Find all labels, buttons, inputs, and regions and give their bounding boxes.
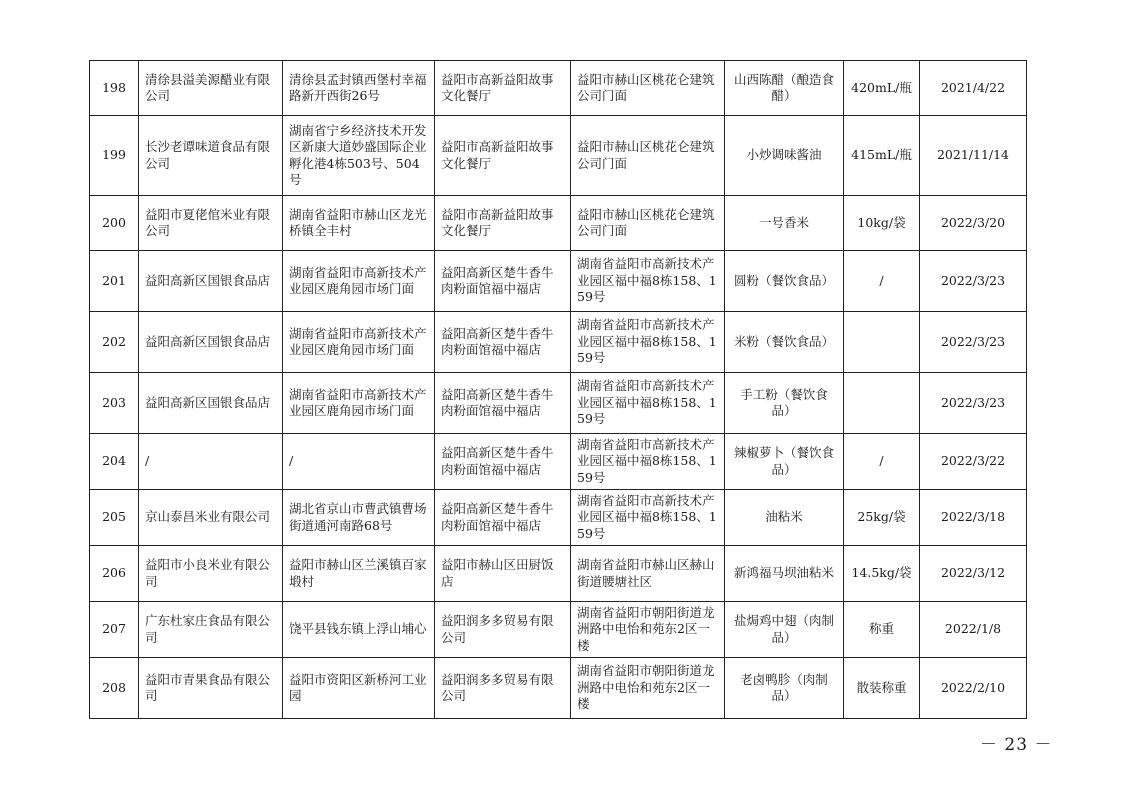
cell-seller-address: 湖南省益阳市高新技术产业园区福中福8栋158、159号 [571, 490, 725, 546]
cell-production-date: 2021/4/22 [920, 61, 1027, 116]
cell-product-name: 辣椒萝卜（餐饮食品） [725, 434, 844, 490]
cell-specification: 25kg/袋 [844, 490, 920, 546]
cell-seller-name: 益阳市高新益阳故事文化餐厅 [435, 61, 571, 116]
cell-sequence-number: 206 [90, 546, 139, 602]
cell-producer-address: 饶平县钱东镇上浮山埔心 [283, 602, 435, 658]
cell-producer-name: 益阳高新区国银食品店 [139, 373, 283, 434]
cell-production-date: 2022/2/10 [920, 658, 1027, 719]
cell-production-date: 2022/1/8 [920, 602, 1027, 658]
table-row [90, 434, 1027, 490]
cell-producer-address: 清徐县孟封镇西堡村幸福路新开西街26号 [283, 61, 435, 116]
cell-specification [844, 312, 920, 373]
cell-product-name: 米粉（餐饮食品） [725, 312, 844, 373]
cell-specification: 14.5kg/袋 [844, 546, 920, 602]
cell-seller-address: 湖南省益阳市朝阳街道龙洲路中电怡和苑东2区一楼 [571, 658, 725, 719]
cell-seller-name: 益阳润多多贸易有限公司 [435, 602, 571, 658]
cell-sequence-number: 204 [90, 434, 139, 490]
table-row [90, 61, 1027, 116]
cell-sequence-number: 208 [90, 658, 139, 719]
cell-seller-name: 益阳高新区楚牛香牛肉粉面馆福中福店 [435, 434, 571, 490]
cell-sequence-number: 205 [90, 490, 139, 546]
cell-seller-address: 益阳市赫山区桃花仑建筑公司门面 [571, 116, 725, 196]
cell-seller-address: 益阳市赫山区桃花仑建筑公司门面 [571, 196, 725, 251]
cell-seller-address: 益阳市赫山区桃花仑建筑公司门面 [571, 61, 725, 116]
cell-production-date: 2022/3/12 [920, 546, 1027, 602]
cell-seller-name: 益阳高新区楚牛香牛肉粉面馆福中福店 [435, 312, 571, 373]
cell-producer-address: / [283, 434, 435, 490]
cell-production-date: 2022/3/20 [920, 196, 1027, 251]
cell-seller-name: 益阳市高新益阳故事文化餐厅 [435, 116, 571, 196]
table-row [90, 312, 1027, 373]
cell-seller-address: 湖南省益阳市赫山区赫山街道腰塘社区 [571, 546, 725, 602]
cell-producer-name: 益阳高新区国银食品店 [139, 312, 283, 373]
cell-specification: 称重 [844, 602, 920, 658]
cell-producer-name: 益阳市小良米业有限公司 [139, 546, 283, 602]
cell-specification: 散装称重 [844, 658, 920, 719]
cell-producer-address: 湖南省益阳市高新技术产业园区鹿角园市场门面 [283, 373, 435, 434]
cell-product-name: 盐焗鸡中翅（肉制品） [725, 602, 844, 658]
cell-production-date: 2022/3/23 [920, 312, 1027, 373]
cell-producer-address: 湖北省京山市曹武镇曹场街道通河南路68号 [283, 490, 435, 546]
cell-product-name: 圆粉（餐饮食品） [725, 251, 844, 312]
cell-producer-name: 益阳市青果食品有限公司 [139, 658, 283, 719]
cell-sequence-number: 203 [90, 373, 139, 434]
cell-product-name: 手工粉（餐饮食品） [725, 373, 844, 434]
cell-seller-name: 益阳高新区楚牛香牛肉粉面馆福中福店 [435, 251, 571, 312]
cell-producer-name: 益阳市夏佬倌米业有限公司 [139, 196, 283, 251]
table-row [90, 658, 1027, 719]
cell-producer-name: 清徐县溢美源醋业有限公司 [139, 61, 283, 116]
cell-product-name: 山西陈醋（酿造食醋） [725, 61, 844, 116]
cell-seller-address: 湖南省益阳市高新技术产业园区福中福8栋158、159号 [571, 312, 725, 373]
table-row [90, 490, 1027, 546]
cell-producer-address: 湖南省益阳市高新技术产业园区鹿角园市场门面 [283, 251, 435, 312]
cell-production-date: 2022/3/18 [920, 490, 1027, 546]
cell-product-name: 小炒调味酱油 [725, 116, 844, 196]
cell-producer-address: 湖南省宁乡经济技术开发区新康大道妙盛国际企业孵化港4栋503号、504号 [283, 116, 435, 196]
cell-specification: / [844, 251, 920, 312]
cell-production-date: 2022/3/23 [920, 373, 1027, 434]
cell-sequence-number: 198 [90, 61, 139, 116]
cell-product-name: 新鸿福马坝油粘米 [725, 546, 844, 602]
cell-product-name: 油粘米 [725, 490, 844, 546]
cell-specification: 415mL/瓶 [844, 116, 920, 196]
cell-production-date: 2021/11/14 [920, 116, 1027, 196]
cell-seller-name: 益阳润多多贸易有限公司 [435, 658, 571, 719]
cell-seller-name: 益阳高新区楚牛香牛肉粉面馆福中福店 [435, 490, 571, 546]
cell-seller-name: 益阳市高新益阳故事文化餐厅 [435, 196, 571, 251]
cell-seller-name: 益阳高新区楚牛香牛肉粉面馆福中福店 [435, 373, 571, 434]
table-row [90, 251, 1027, 312]
cell-seller-name: 益阳市赫山区田厨饭店 [435, 546, 571, 602]
cell-production-date: 2022/3/22 [920, 434, 1027, 490]
cell-sequence-number: 202 [90, 312, 139, 373]
cell-producer-name: 京山泰昌米业有限公司 [139, 490, 283, 546]
cell-sequence-number: 201 [90, 251, 139, 312]
cell-sequence-number: 199 [90, 116, 139, 196]
cell-specification: / [844, 434, 920, 490]
cell-seller-address: 湖南省益阳市高新技术产业园区福中福8栋158、159号 [571, 373, 725, 434]
table-row [90, 116, 1027, 196]
table-row [90, 196, 1027, 251]
cell-producer-address: 湖南省益阳市高新技术产业园区鹿角园市场门面 [283, 312, 435, 373]
cell-producer-name: 益阳高新区国银食品店 [139, 251, 283, 312]
sampling-results-table [89, 60, 1027, 719]
cell-specification: 10kg/袋 [844, 196, 920, 251]
cell-specification: 420mL/瓶 [844, 61, 920, 116]
cell-product-name: 一号香米 [725, 196, 844, 251]
cell-producer-address: 湖南省益阳市赫山区龙光桥镇全丰村 [283, 196, 435, 251]
cell-specification [844, 373, 920, 434]
page-number: － 23 － [980, 735, 1053, 755]
cell-product-name: 老卤鸭胗（肉制品） [725, 658, 844, 719]
table-row [90, 373, 1027, 434]
cell-producer-name: / [139, 434, 283, 490]
cell-producer-address: 益阳市赫山区兰溪镇百家塅村 [283, 546, 435, 602]
table-row [90, 602, 1027, 658]
cell-seller-address: 湖南省益阳市朝阳街道龙洲路中电怡和苑东2区一楼 [571, 602, 725, 658]
cell-seller-address: 湖南省益阳市高新技术产业园区福中福8栋158、159号 [571, 251, 725, 312]
cell-seller-address: 湖南省益阳市高新技术产业园区福中福8栋158、159号 [571, 434, 725, 490]
cell-producer-name: 长沙老谭味道食品有限公司 [139, 116, 283, 196]
table-row [90, 546, 1027, 602]
cell-producer-name: 广东杜家庄食品有限公司 [139, 602, 283, 658]
cell-producer-address: 益阳市资阳区新桥河工业园 [283, 658, 435, 719]
table-body [90, 61, 1027, 719]
cell-production-date: 2022/3/23 [920, 251, 1027, 312]
cell-sequence-number: 207 [90, 602, 139, 658]
cell-sequence-number: 200 [90, 196, 139, 251]
